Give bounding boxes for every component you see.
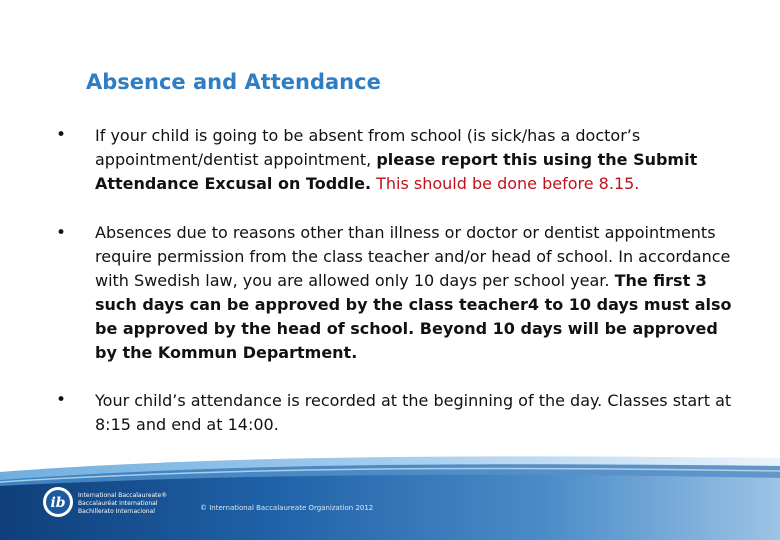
p1-red-deadline: This should be done before 8.15. bbox=[371, 174, 640, 193]
bullet-2: • bbox=[56, 223, 67, 243]
ib-logo-icon bbox=[42, 484, 74, 520]
p1-bold-instruction: please report this using the Submit Attendance Excusal on Toddle. bbox=[95, 150, 698, 193]
ib-name-spanish: Bachillerato Internacional bbox=[78, 508, 155, 515]
ib-organization-names bbox=[78, 492, 167, 516]
bullet-3: • bbox=[56, 390, 67, 410]
slide-title: Absence and Attendance bbox=[86, 70, 381, 94]
paragraph-school-hours bbox=[95, 389, 735, 437]
p1-text: If your child is going to be absent from school (is sick/has a doctor’s appointment/dentist appointment, bbox=[95, 126, 641, 169]
copyright-notice: © International Baccalaureate Organization 2012 bbox=[200, 504, 374, 512]
ib-name-english: International Baccalaureate® bbox=[78, 492, 168, 499]
paragraph-toddle-reporting bbox=[95, 124, 735, 196]
p2-bold-approval: The first 3 such days can be approved by the class teacher4 to 10 days must also be approved by the head of school. Beyond 10 days will be approved by the Kommun Department. bbox=[95, 271, 732, 362]
paragraph-absence-rules bbox=[95, 221, 735, 365]
bullet-1: • bbox=[56, 125, 67, 145]
p3-text: Your child’s attendance is recorded at the beginning of the day. Classes start at 8:15 and end at 14:00. bbox=[95, 391, 732, 434]
p2-text: Absences due to reasons other than illness or doctor or dentist appointments require permission from the class teacher and/or head of school. In accordance with Swedish law, you are allowed only 10 days per school year. bbox=[95, 223, 731, 290]
ib-logo-letters: ib bbox=[50, 495, 66, 511]
ib-name-french: Baccalauréat International bbox=[78, 500, 158, 507]
